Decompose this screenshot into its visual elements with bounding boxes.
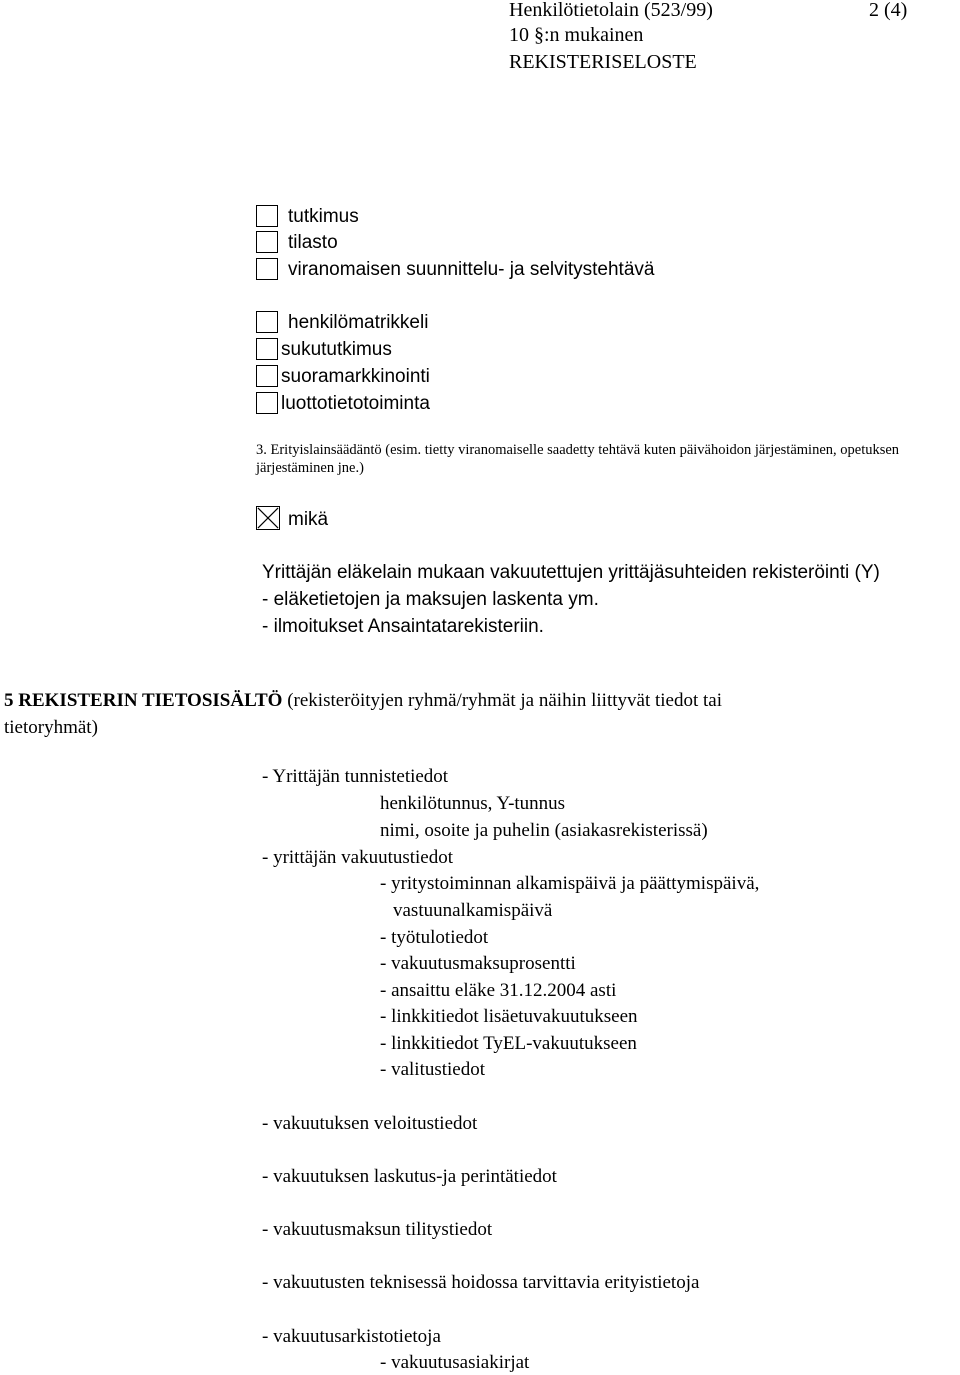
checkbox-viranomaisen[interactable] <box>256 258 278 280</box>
checkbox-tutkimus[interactable] <box>256 205 278 227</box>
section5-heading-cont: tietoryhmät) <box>4 717 98 738</box>
checkbox-label-mika: mikä <box>288 509 329 530</box>
checkbox-label-suoramarkkinointi: suoramarkkinointi <box>281 366 430 387</box>
content-line: - linkkitiedot lisäetuvakuutukseen <box>380 1006 638 1027</box>
content-line: - vakuutusmaksun tilitystiedot <box>262 1219 493 1240</box>
header-law: Henkilötietolain (523/99) <box>509 0 713 21</box>
content-line: - yritystoiminnan alkamispäivä ja päättymispäivä, <box>380 873 760 894</box>
checkbox-mika[interactable] <box>256 506 280 530</box>
checkbox-label-henkilomatrikkeli: henkilömatrikkeli <box>288 312 429 333</box>
header-doc-type: REKISTERISELOSTE <box>509 51 697 73</box>
content-line: - vakuutusarkistotietoja <box>262 1326 441 1347</box>
special-law-line2: järjestäminen jne.) <box>256 460 364 476</box>
content-line: - Yrittäjän tunnistetiedot <box>262 766 449 787</box>
section5-heading-bold: 5 REKISTERIN TIETOSISÄLTÖ <box>4 690 283 711</box>
section5-heading <box>4 691 722 710</box>
special-law-line1: 3. Erityislainsäädäntö (esim. tietty viranomaiselle saadetty tehtävä kuten päivähoidon järjestäminen, opetuksen <box>256 442 900 458</box>
purpose-line3: - ilmoitukset Ansaintatarekisteriin. <box>262 616 544 637</box>
content-line: - vakuutusmaksuprosentti <box>380 953 576 974</box>
content-line: - valitustiedot <box>380 1059 486 1080</box>
content-line: vastuunalkamispäivä <box>393 900 553 921</box>
checkbox-label-tilasto: tilasto <box>288 232 338 253</box>
checkbox-sukututkimus[interactable] <box>256 338 278 360</box>
checkbox-label-luottotietotoiminta: luottotietotoiminta <box>281 393 430 414</box>
header-section: 10 §:n mukainen <box>509 24 644 46</box>
content-line: - vakuutusasiakirjat <box>380 1352 530 1373</box>
purpose-line2: - eläketietojen ja maksujen laskenta ym. <box>262 589 599 610</box>
checkbox-suoramarkkinointi[interactable] <box>256 365 278 387</box>
content-line: - vakuutuksen laskutus-ja perintätiedot <box>262 1166 557 1187</box>
checkbox-henkilomatrikkeli[interactable] <box>256 311 278 333</box>
checkmark-x-icon <box>257 507 279 529</box>
checkbox-label-sukututkimus: sukututkimus <box>281 339 392 360</box>
checkbox-tilasto[interactable] <box>256 231 278 253</box>
checkbox-luottotietotoiminta[interactable] <box>256 392 278 414</box>
content-line: nimi, osoite ja puhelin (asiakasrekisterissä) <box>380 820 708 841</box>
page-number: 2 (4) <box>869 0 908 21</box>
content-line: - vakuutuksen veloitustiedot <box>262 1113 478 1134</box>
checkbox-label-viranomaisen: viranomaisen suunnittelu- ja selvitystehtävä <box>288 259 655 280</box>
content-line: - yrittäjän vakuutustiedot <box>262 847 454 868</box>
content-line: henkilötunnus, Y-tunnus <box>380 793 566 814</box>
content-line: - vakuutusten teknisessä hoidossa tarvittavia erityistietoja <box>262 1272 700 1293</box>
checkbox-label-tutkimus: tutkimus <box>288 206 359 227</box>
section5-heading-rest: (rekisteröityjen ryhmä/ryhmät ja näihin liittyvät tiedot tai <box>287 690 722 711</box>
purpose-line1: Yrittäjän eläkelain mukaan vakuutettujen yrittäjäsuhteiden rekisteröinti (Y) <box>262 562 880 583</box>
content-line: - ansaittu eläke 31.12.2004 asti <box>380 980 617 1001</box>
content-line: - linkkitiedot TyEL-vakuutukseen <box>380 1033 637 1054</box>
content-line: - työtulotiedot <box>380 927 489 948</box>
